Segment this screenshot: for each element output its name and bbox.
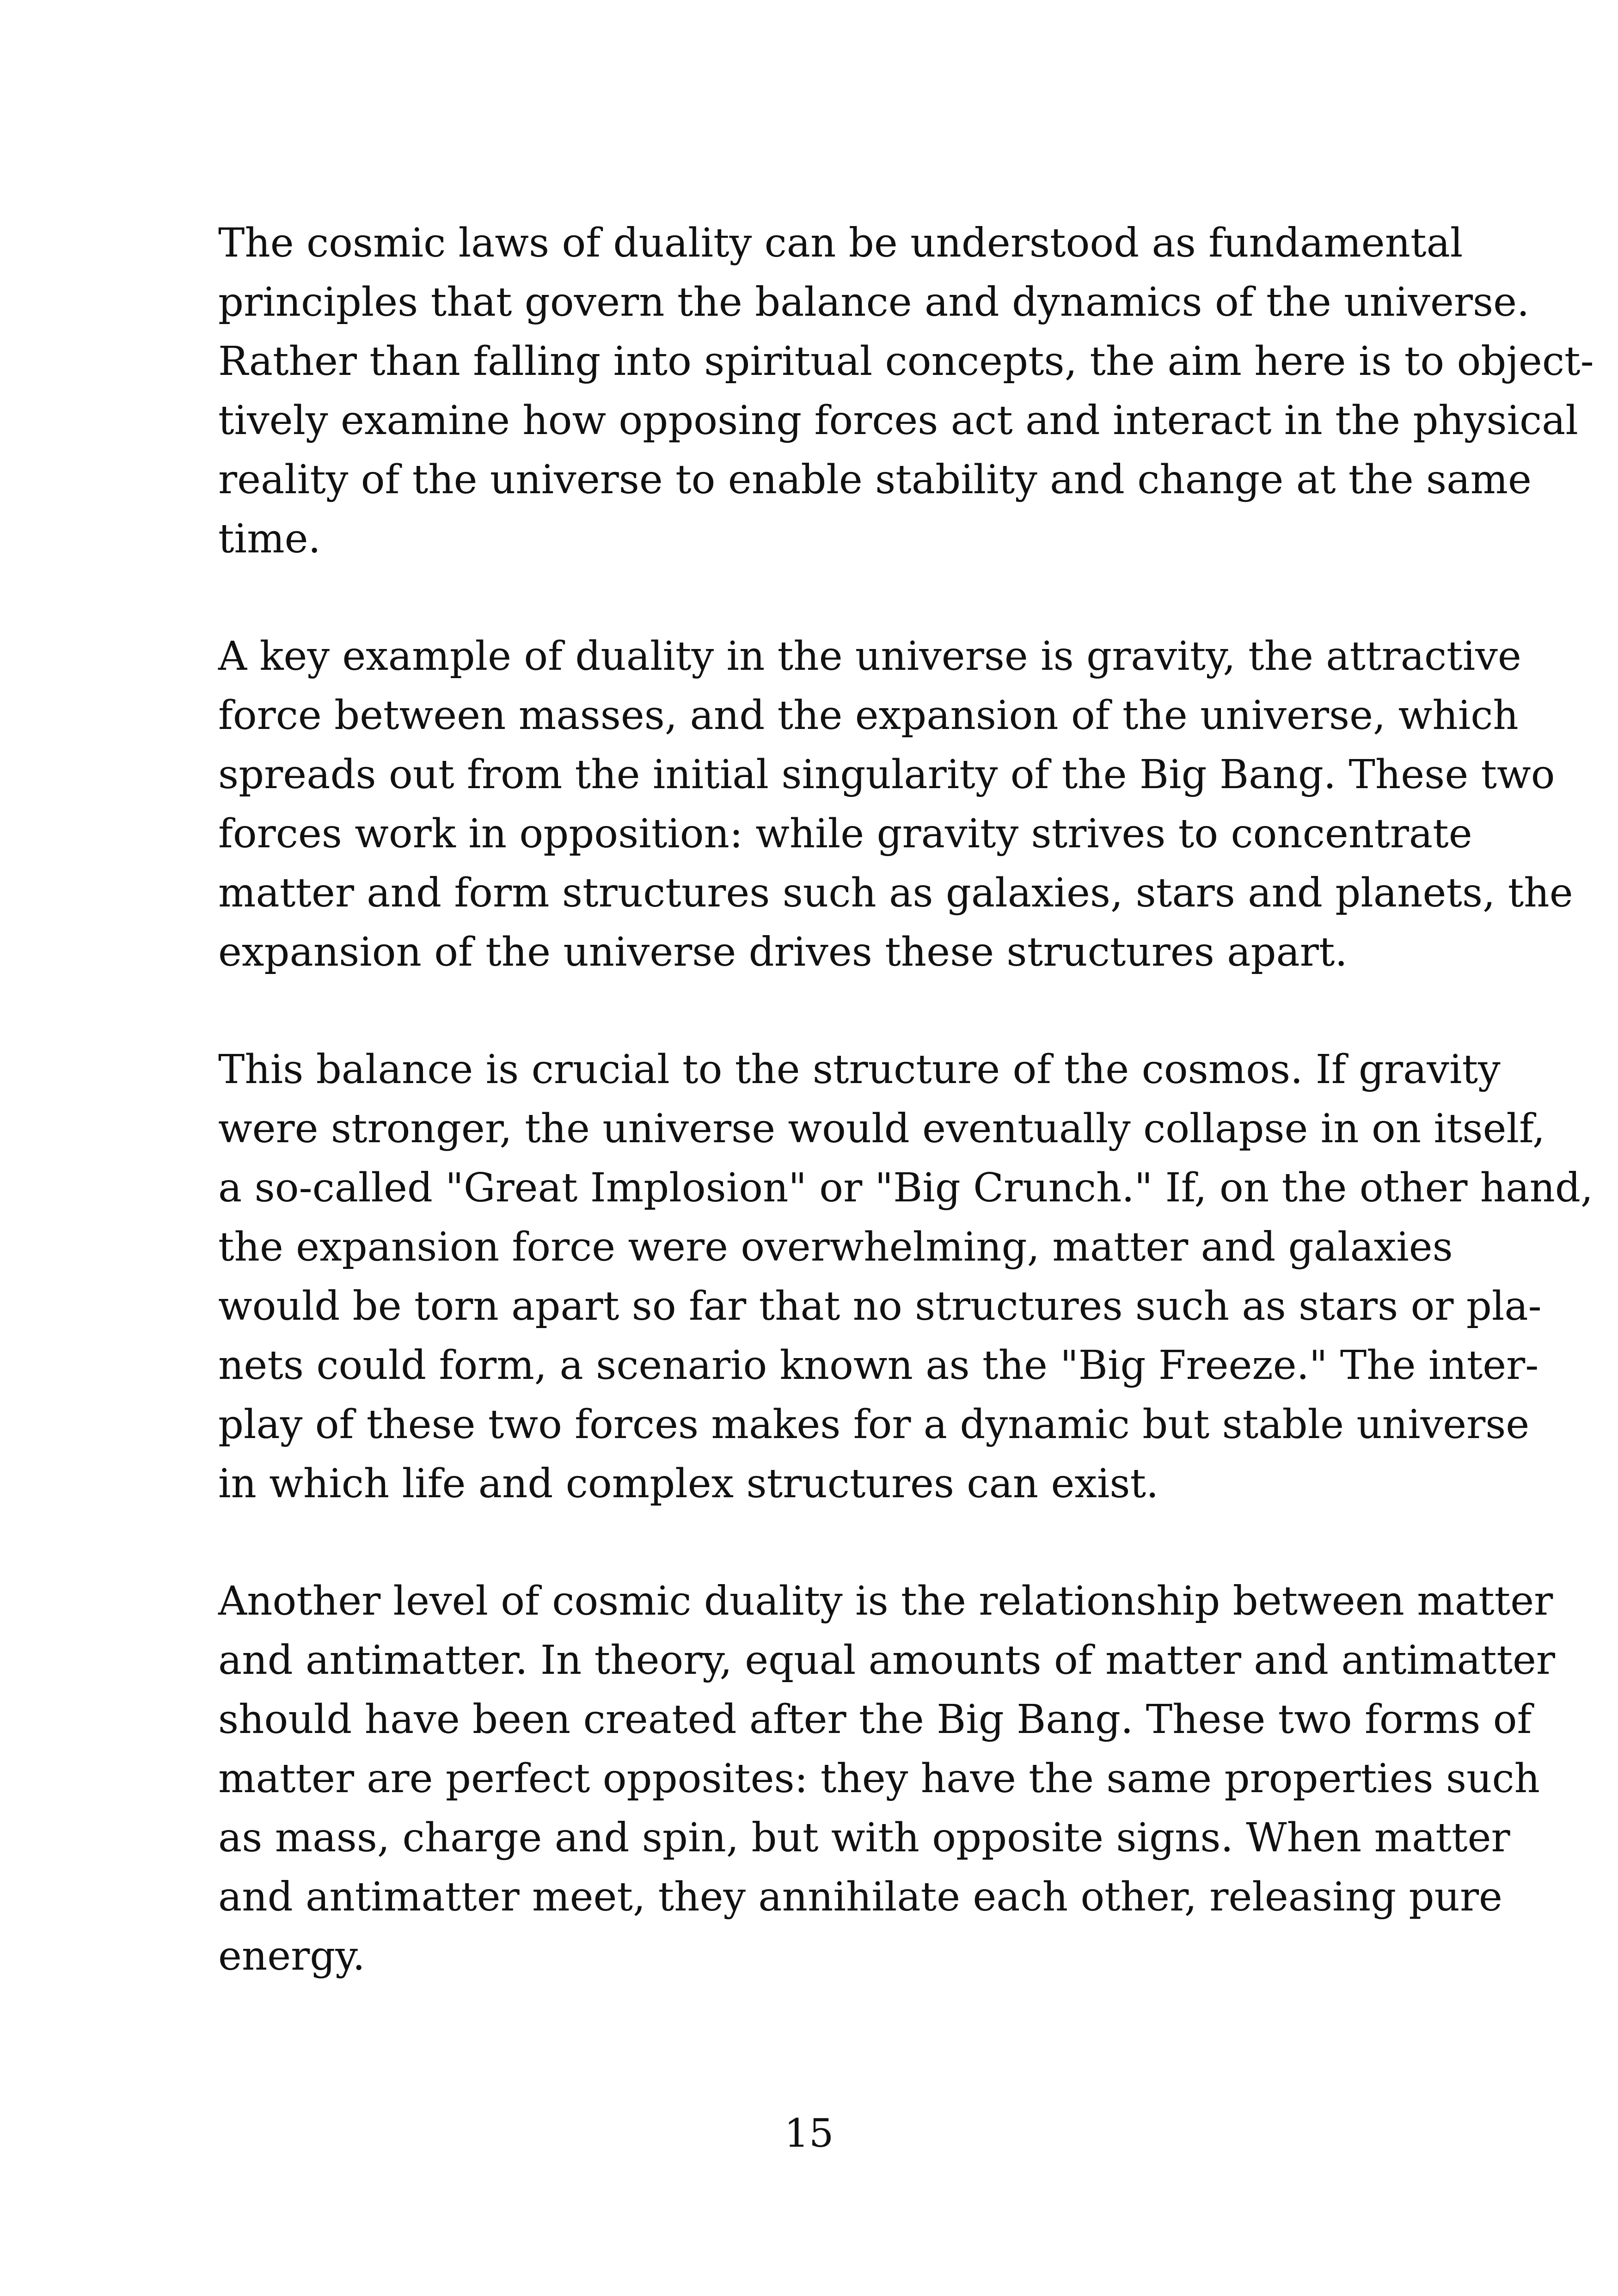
text-line: matter are perfect opposites: they have the same properties such (218, 1756, 1540, 1802)
text-line: tively examine how opposing forces act and interact in the physical (218, 398, 1578, 444)
paragraph (218, 627, 1573, 982)
text-line: play of these two forces makes for a dynamic but stable universe (218, 1402, 1530, 1448)
text-line: matter and form structures such as galaxies, stars and planets, the (218, 870, 1573, 916)
text-line: This balance is crucial to the structure of the cosmos. If gravity (218, 1047, 1501, 1093)
page-number: 15 (784, 2111, 834, 2156)
text-line: a so-called "Great Implosion" or "Big Crunch." If, on the other hand, (218, 1165, 1593, 1211)
text-line: spreads out from the initial singularity of the Big Bang. These two (218, 752, 1555, 798)
text-line: the expansion force were overwhelming, matter and galaxies (218, 1224, 1453, 1270)
text-line: and antimatter. In theory, equal amounts of matter and antimatter (218, 1637, 1556, 1684)
text-line: should have been created after the Big Bang. These two forms of (218, 1696, 1532, 1743)
paragraph (218, 214, 1594, 569)
text-line: expansion of the universe drives these structures apart. (218, 929, 1348, 975)
text-line: in which life and complex structures can exist. (218, 1461, 1159, 1507)
text-line: as mass, charge and spin, but with opposite signs. When matter (218, 1815, 1510, 1861)
text-line: reality of the universe to enable stability and change at the same (218, 457, 1532, 503)
text-line: nets could form, a scenario known as the "Big Freeze." The inter- (218, 1342, 1539, 1389)
text-line: principles that govern the balance and dynamics of the universe. (218, 279, 1530, 325)
text-line: energy. (218, 1933, 365, 1979)
body-text (218, 214, 1594, 2044)
paragraph (218, 1572, 1556, 1986)
text-line: Another level of cosmic duality is the relationship between matter (218, 1578, 1553, 1624)
text-line: Rather than falling into spiritual concepts, the aim here is to object- (218, 338, 1594, 385)
text-line: would be torn apart so far that no structures such as stars or pla- (218, 1283, 1542, 1329)
text-line: were stronger, the universe would eventually collapse in on itself, (218, 1106, 1545, 1152)
text-line: force between masses, and the expansion of the universe, which (218, 692, 1519, 739)
text-line: A key example of duality in the universe is gravity, the attractive (218, 633, 1521, 680)
text-line: The cosmic laws of duality can be understood as fundamental (218, 220, 1463, 266)
text-line: and antimatter meet, they annihilate each other, releasing pure (218, 1874, 1502, 1920)
text-line: time. (218, 516, 321, 562)
text-line: forces work in opposition: while gravity strives to concentrate (218, 811, 1472, 857)
paragraph (218, 1040, 1593, 1513)
